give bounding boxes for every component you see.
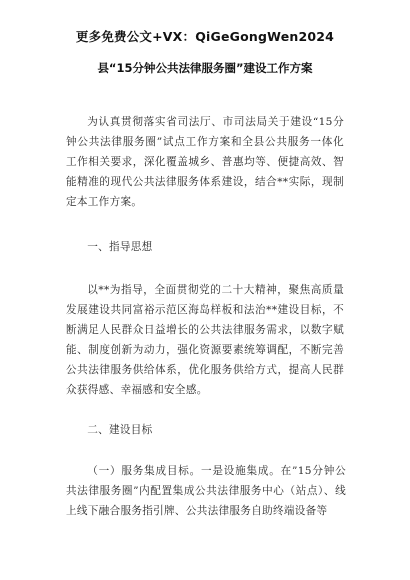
intro-paragraph: 为认真贯彻落实省司法厅、市司法局关于建设“15分钟公共法律服务圈”试点工作方案和全县公共服务一体化工作相关要求，深化覆盖城乡、普惠均等、便捷高效、智能精准的现代公共法律服务体系建设，结合**实际，现制定本工作方案。 (66, 116, 344, 208)
section2-paragraph-block (66, 461, 346, 521)
section1-heading: 一、指导思想 (87, 241, 153, 253)
section2-heading-block (66, 420, 344, 440)
intro-paragraph-block (66, 112, 344, 212)
section1-heading-block (66, 237, 344, 257)
section2-paragraph: （一）服务集成目标。一是设施集成。在”15分钟公共法律服务圈”内配置集成公共法律服务中心（站点）、线上线下融合服务指引牌、公共法律服务自助终端设备等 (66, 465, 346, 517)
section1-paragraph-block (66, 280, 344, 400)
section1-paragraph: 以**为指导，全面贯彻党的二十大精神，聚焦高质量发展建设共同富裕示范区海岛样板和法治**建设目标，不断满足人民群众日益增长的公共法律服务需求，以数字赋能、制度创新为动力，强化资源要素统筹调配，不断完善公共法律服务供给体系，优化服务供给方式，提高人民群众获得感、幸福感和安全感。 (66, 284, 344, 396)
document-title: 县“15分钟公共法律服务圈”建设工作方案 (97, 61, 313, 75)
section2-heading: 二、建设目标 (87, 424, 153, 436)
promo-header: 更多免费公文+VX：QiGeGongWen2024 (75, 29, 335, 44)
